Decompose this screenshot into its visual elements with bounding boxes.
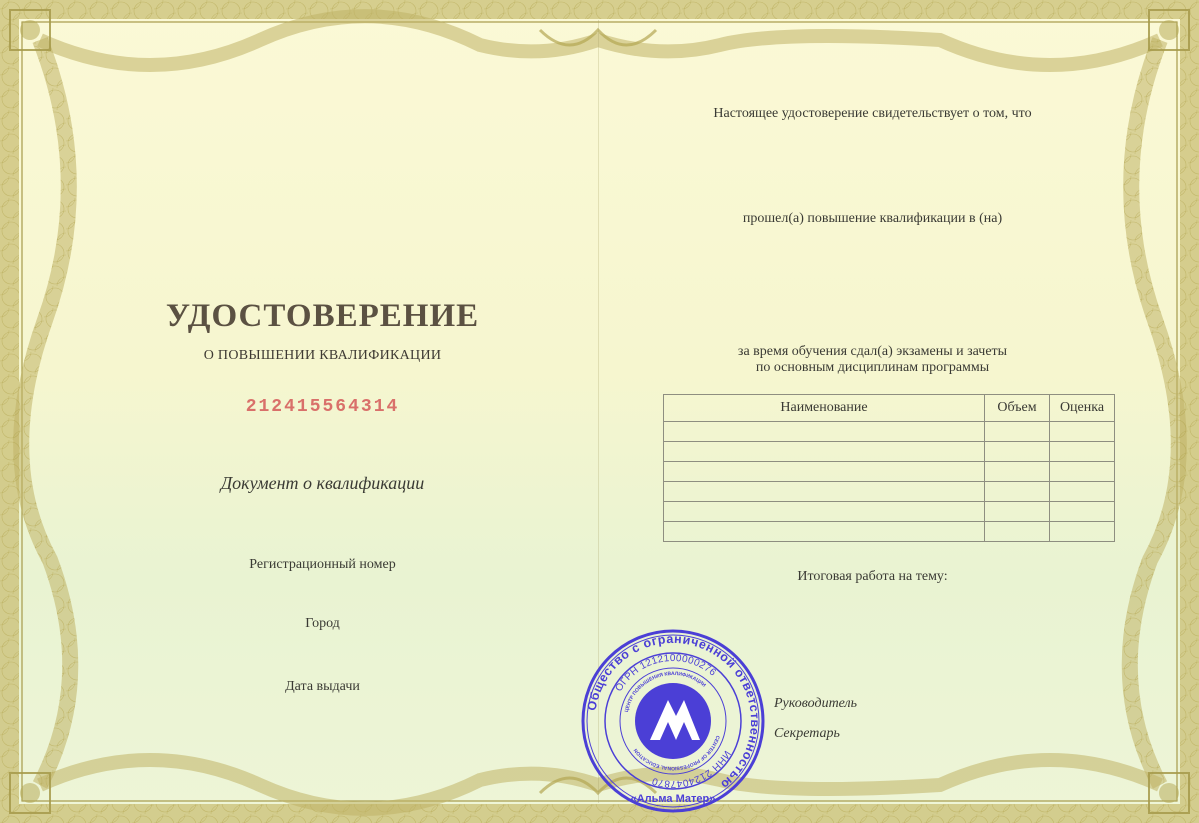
stamp-inn-text: ИНН 2124047870 <box>650 748 733 790</box>
final-work-label: Итоговая работа на тему: <box>797 569 948 584</box>
table-row <box>664 502 1115 522</box>
secretary-signature-label: Секретарь <box>774 726 840 741</box>
stamp-ogrn-text: ОГРН 1212100000276 <box>613 652 719 694</box>
intro-text: Настоящее удостоверение свидетельствует о том, что <box>713 106 1032 121</box>
passed-training-text: прошел(а) повышение квалификации в (на) <box>742 211 1003 226</box>
certificate-title: УДОСТОВЕРЕНИЕ <box>165 298 480 334</box>
certificate-number: 212415564314 <box>245 397 400 417</box>
exams-text-line1: за время обучения сдал(а) экзамены и зачеты <box>737 344 1008 359</box>
table-row <box>664 442 1115 462</box>
table-row <box>664 422 1115 442</box>
city-label: Город <box>305 616 340 631</box>
issue-date-label: Дата выдачи <box>285 679 360 694</box>
stamp-org-name: «Альма Матер» <box>630 793 716 805</box>
table-row <box>664 522 1115 542</box>
exams-text-line2: по основным дисциплинам программы <box>755 360 990 375</box>
table-header-row <box>664 395 1115 422</box>
table-row <box>664 482 1115 502</box>
disciplines-table <box>663 394 1115 542</box>
column-header-volume: Объем <box>985 395 1050 422</box>
official-stamp <box>580 628 766 814</box>
column-header-name: Наименование <box>664 395 985 422</box>
registration-number-label: Регистрационный номер <box>249 557 396 572</box>
table-row <box>664 462 1115 482</box>
certificate-subtitle: О ПОВЫШЕНИИ КВАЛИФИКАЦИИ <box>203 348 442 363</box>
document-type-label: Документ о квалификации <box>220 473 425 493</box>
stamp-outer-text: Общество с ограниченной ответственностью <box>584 631 763 793</box>
stamp-inner-text-en: CENTER OF PROFESSIONAL EDUCATION <box>632 734 721 772</box>
head-signature-label: Руководитель <box>774 696 858 711</box>
stamp-inner-text: ЦЕНТР ПОВЫШЕНИЯ КВАЛИФИКАЦИИ <box>623 670 707 713</box>
column-header-grade: Оценка <box>1050 395 1115 422</box>
